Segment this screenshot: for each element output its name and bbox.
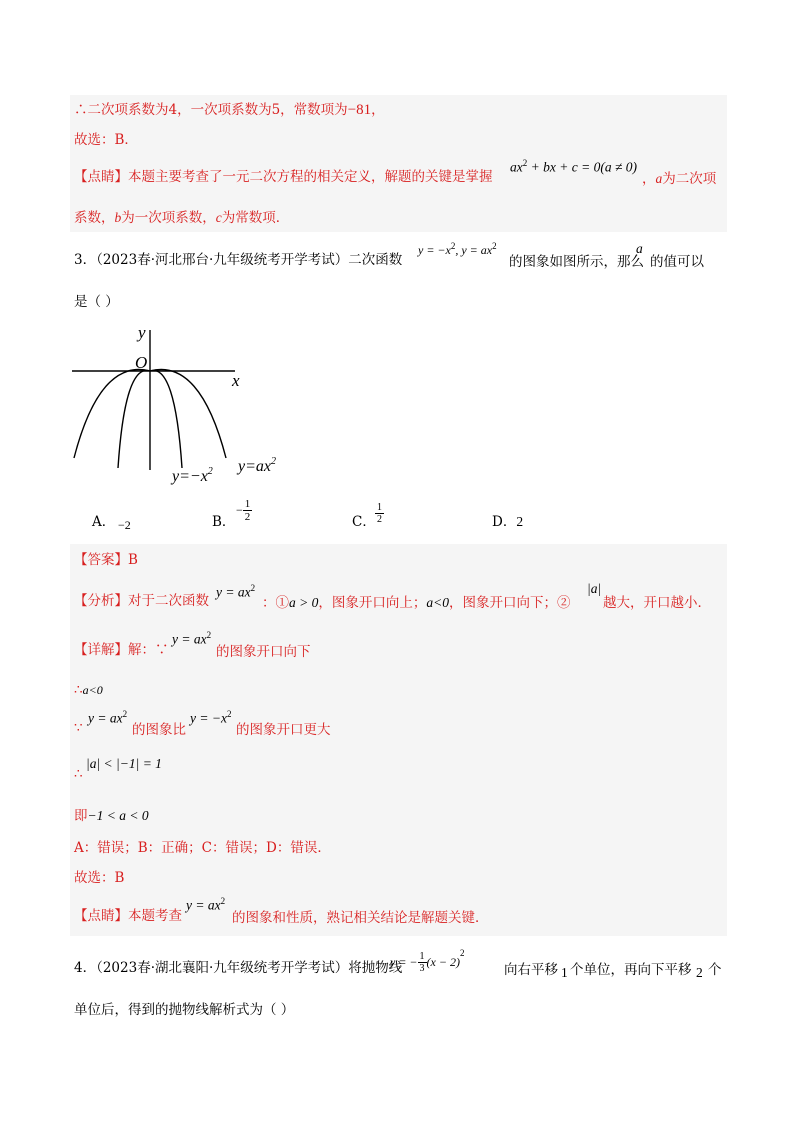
prev-tip2-var-b: b: [114, 210, 122, 225]
option-b-fraction: [243, 498, 253, 523]
prev-tip-var-a: a: [655, 171, 663, 186]
q3-text-end: 的值可以: [650, 254, 704, 270]
q3-analysis-func: [216, 583, 255, 601]
q3-number: 3．: [74, 252, 97, 268]
prev-tip-formula: [510, 158, 637, 176]
q3-ji-math: −1 < a < 0: [87, 808, 149, 823]
prev-tip-line: [74, 167, 493, 187]
curve-narrow-right: [150, 370, 182, 468]
q3-therefore1-line: [74, 680, 103, 700]
q3-analysis-cond-pos: a > 0: [289, 595, 319, 610]
prev-tip-formula-ax: ax: [510, 159, 523, 175]
option-d-value: 2: [516, 514, 524, 529]
q3-var-a: [636, 241, 643, 257]
q3-therefore2-symbol: ∴: [74, 766, 83, 782]
option-c-fraction: [375, 502, 384, 525]
q3-therefore1-math: a<0: [82, 683, 103, 697]
q3-detail-line: [74, 640, 169, 660]
prev-tip-line2: [74, 208, 289, 228]
prev-coefficients-text: ∴二次项系数为4，一次项系数为5，常数项为: [74, 102, 348, 118]
curve-narrow-left: [118, 370, 150, 468]
q4-text-c: 个: [708, 962, 722, 978]
y-axis-label: y: [138, 323, 146, 342]
q3-func1-sup: 2: [450, 241, 456, 251]
q3-stem-line2: 是（ ）: [74, 294, 119, 310]
x-axis-label: x: [232, 371, 240, 390]
option-c-label: C．: [352, 514, 376, 530]
q3-choose-line: 故选：B: [74, 870, 125, 886]
q3-therefore2-math-text: |a| < |−1| = 1: [86, 756, 162, 771]
q3-analysis-part3: 越大，开口越小．: [603, 595, 711, 611]
q3-functions: [418, 241, 497, 258]
q3-text-after: 的图象如图所示，那么: [509, 254, 644, 270]
q3-tip-text-b: 的图象和性质，熟记相关结论是解题关键．: [232, 910, 489, 926]
option-b-sign: −: [236, 503, 243, 517]
q3-detail-text-b: 的图象开口向下: [216, 644, 311, 660]
q3-detail-func-sup: 2: [206, 630, 212, 640]
q3-answer: 【答案】B: [74, 552, 138, 568]
curve-wide-left: [74, 370, 150, 458]
prev-constant-value: −81: [347, 102, 372, 118]
q4-func-prefix: y = −: [390, 955, 418, 969]
q3-analysis-tag: 【分析】: [74, 593, 128, 609]
curve2-label-text: y=ax: [238, 458, 271, 475]
q3-tip-tag: 【点睛】: [74, 908, 128, 924]
q3-func-sep: ,: [455, 243, 462, 257]
q3-judge-line: A：错误；B：正确；C：错误；D：错误．: [74, 840, 331, 856]
q3-therefore1-symbol: ∴: [74, 682, 83, 698]
q3-analysis-text-d: ，图象开口向上；: [318, 595, 427, 611]
q4-frac-numerator: 1: [419, 951, 425, 962]
q4-fraction: [418, 951, 427, 974]
q3-analysis-line: [74, 591, 209, 611]
q3-func1: y = −x: [418, 243, 451, 257]
q3-detail-func-text: y = ax: [172, 631, 207, 647]
curve1-label-text: y=−x: [172, 468, 208, 485]
q3-because2-func2-sup: 2: [226, 709, 232, 719]
q3-tip-line: [74, 906, 182, 926]
q4-function: [390, 948, 464, 974]
q3-because2-line: [74, 718, 83, 738]
prev-comma: ，: [371, 102, 385, 118]
q3-ji-text: 即: [74, 808, 88, 824]
q4-n1: 1: [561, 965, 568, 980]
q3-because2-func1: [88, 709, 127, 727]
prev-tip-comma: ，: [642, 171, 656, 187]
q3-because2-mid: 的图象比: [132, 722, 186, 738]
q3-var-a-text: a: [636, 241, 643, 256]
prev-choose-line: 故选：B．: [74, 132, 138, 148]
q3-tip-text-a: 本题考查: [128, 908, 182, 924]
q3-tip-func: [186, 896, 225, 914]
prev-tip-text-end: 为二次项: [662, 171, 717, 187]
option-c-denominator: 2: [377, 514, 382, 525]
q3-stem-end: [650, 250, 704, 270]
q3-func2: y = ax: [461, 243, 493, 257]
option-a-value: −2: [118, 518, 131, 532]
q3-because2-func1-sup: 2: [122, 709, 128, 719]
option-b-numerator: 1: [244, 498, 251, 510]
q3-because2-func1-text: y = ax: [88, 710, 123, 726]
option-b-label: B．: [212, 514, 236, 530]
curve-label-ax2: [236, 456, 276, 475]
curve1-label-sup: 2: [207, 466, 213, 477]
q3-source: （2023春·河北邢台·九年级统考开学考试）二次函数: [96, 252, 403, 268]
q3-because2-func2: [190, 709, 231, 727]
option-b[interactable]: [212, 510, 235, 530]
q4-number: 4．: [74, 960, 97, 976]
prev-tip2-text-b: 为一次项系数，: [121, 210, 216, 226]
curve-wide-right: [150, 370, 226, 458]
prev-tip-tag: 【点睛】: [74, 169, 128, 185]
q3-detail-tag: 【详解】: [74, 642, 128, 658]
prev-tip-formula-rest: + bx + c = 0: [527, 159, 601, 175]
q4-source: （2023春·湖北襄阳·九年级统考开学考试）将抛物线: [96, 960, 403, 976]
option-c[interactable]: [352, 510, 376, 530]
q3-analysis-text-f: ，图象开口向下；②: [449, 595, 571, 611]
option-b-value: [236, 498, 252, 523]
q3-ji-line: [74, 806, 149, 826]
q4-text-b: 个单位，再向下平移: [570, 962, 692, 978]
q3-tip-func-sup: 2: [220, 896, 226, 906]
option-a-label: A．: [92, 514, 116, 530]
q3-analysis-func-sup: 2: [250, 583, 256, 593]
q3-analysis-text-b: ：①: [262, 595, 289, 611]
q3-because2-func2-text: y = −x: [190, 710, 227, 726]
q4-stem-line2: 单位后，得到的抛物线解析式为（ ）: [74, 1002, 295, 1018]
option-d-label: D．: [492, 514, 517, 530]
q4-frac-denominator: 3: [419, 963, 425, 974]
prev-tip2-var-c: c: [215, 210, 222, 225]
q4-stem-line1: [74, 958, 402, 978]
q3-because2-symbol: ∵: [74, 720, 83, 736]
option-d[interactable]: [492, 510, 523, 530]
q3-func2-sup: 2: [492, 241, 497, 251]
q3-therefore2-math: [86, 756, 162, 772]
q4-text-a: 向右平移: [504, 962, 558, 978]
q3-therefore2-line: [74, 764, 83, 784]
q3-analysis-abs: [587, 581, 601, 597]
prev-tip-formula-cond: (a ≠ 0): [600, 159, 637, 175]
curve2-label-sup: 2: [271, 456, 276, 467]
q3-tip-func-text: y = ax: [186, 897, 221, 913]
q3-analysis-func-text: y = ax: [216, 584, 251, 600]
prev-tip2-text-a: 系数，: [74, 210, 115, 226]
curve-label-negx2: [170, 466, 213, 485]
q3-parabola-graph: [60, 318, 300, 488]
origin-label: O: [135, 353, 148, 372]
option-c-value: [375, 502, 384, 525]
prev-tip-text: 本题主要考查了一元二次方程的相关定义，解题的关键是掌握: [128, 169, 493, 185]
q3-analysis-cond-neg: a<0: [426, 595, 449, 610]
option-a[interactable]: [92, 510, 115, 530]
q4-n2: 2: [696, 965, 703, 980]
q3-detail-func: [172, 630, 211, 648]
q3-stem-tail: [509, 250, 644, 270]
option-b-denominator: 2: [244, 511, 251, 523]
q4-func-sup: 2: [459, 948, 465, 958]
prev-tip-formula-sup: 2: [522, 158, 528, 168]
prev-tip2-text-c: 为常数项．: [221, 210, 290, 226]
option-c-numerator: 1: [377, 502, 382, 513]
q3-analysis-abs-text: |a|: [587, 581, 602, 596]
q3-analysis-part2: [262, 591, 571, 611]
q3-detail-text-a: 解：∵: [128, 642, 169, 658]
q3-stem-line1: [74, 250, 402, 270]
q4-func-body: (x − 2): [426, 955, 460, 969]
q3-because2-end: 的图象开口更大: [236, 722, 331, 738]
prev-coefficients-line: [74, 100, 385, 120]
prev-tip-line-end: [642, 167, 716, 187]
q3-analysis-text-a: 对于二次函数: [128, 593, 209, 609]
